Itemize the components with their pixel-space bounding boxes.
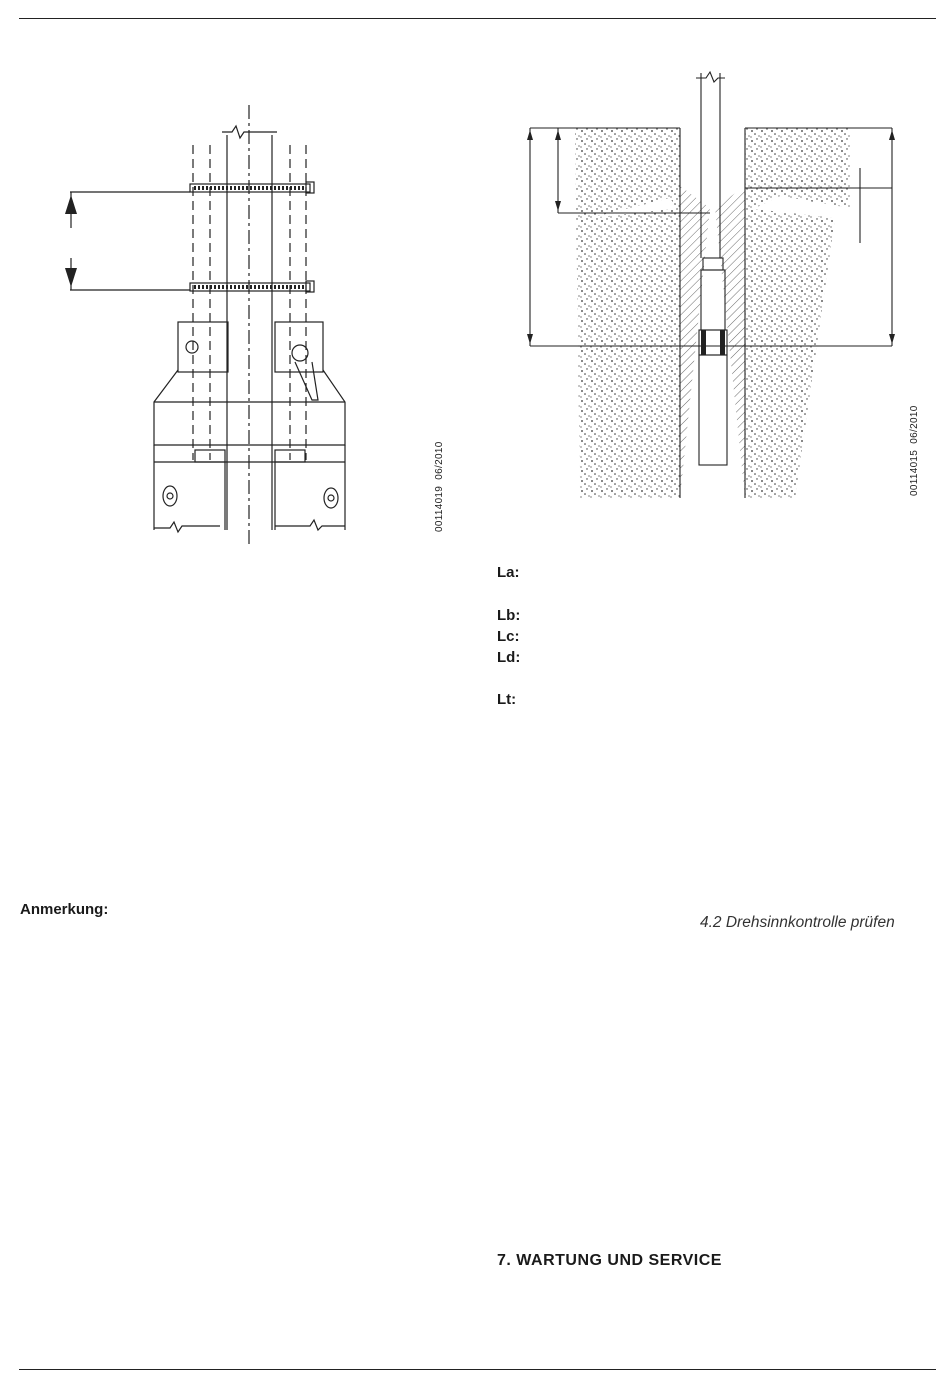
legend-key-lc: Lc: (497, 628, 520, 645)
legend-key-lt: Lt: (497, 691, 517, 708)
well-installation-diagram (520, 68, 900, 508)
pipe-clamp-diagram (50, 100, 360, 550)
figure-right-code: 00114015 06/2010 (909, 405, 920, 496)
note-label: Anmerkung: (20, 901, 109, 918)
figure-left-code: 00114019 06/2010 (434, 441, 445, 532)
section-reference: 4.2 Drehsinnkontrolle prüfen (700, 914, 895, 931)
legend-key-lb: Lb: (497, 607, 521, 624)
top-rule (19, 18, 936, 19)
section-heading: 7. WARTUNG UND SERVICE (497, 1252, 722, 1269)
legend-key-la: La: (497, 564, 520, 581)
bottom-rule (19, 1369, 936, 1370)
legend-key-ld: Ld: (497, 649, 521, 666)
